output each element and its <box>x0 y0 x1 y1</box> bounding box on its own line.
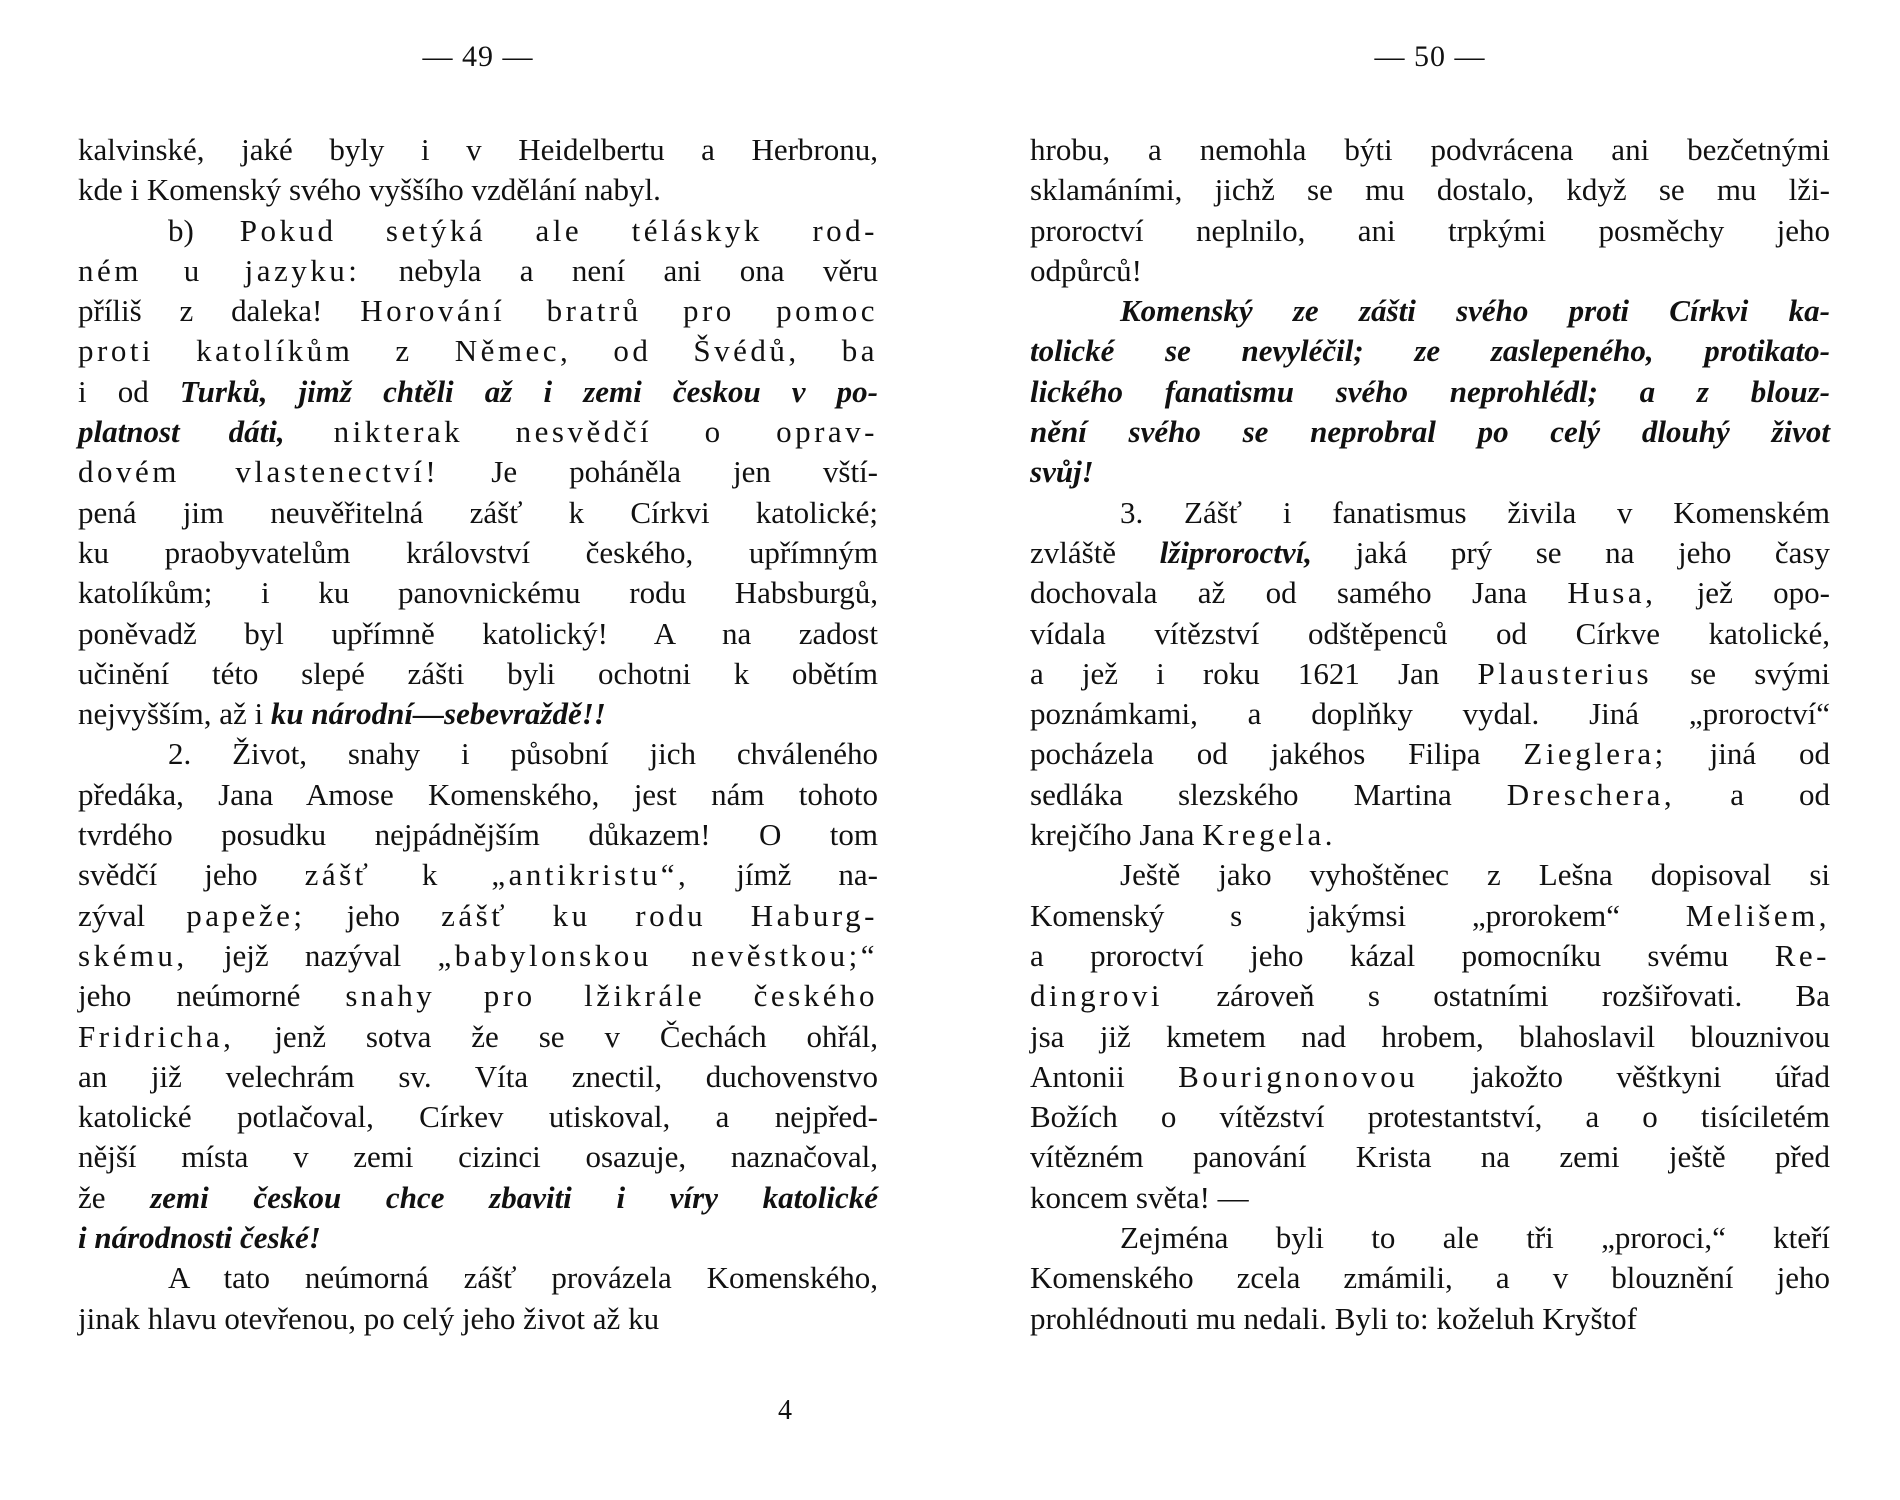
text-line <box>78 372 878 412</box>
text-segment: vídala vítězství odštěpenců od Církve katolické, <box>1030 615 1830 651</box>
text-line <box>78 694 878 734</box>
text-line <box>78 412 878 452</box>
text-line <box>1030 1178 1830 1218</box>
text-line <box>1030 493 1830 533</box>
text-line <box>1030 533 1830 573</box>
text-line <box>78 170 878 210</box>
spaced-text: „babylonskou nevěstkou;“ <box>437 937 879 973</box>
text-line <box>1030 1097 1830 1137</box>
text-segment: proroctví neplnilo, ani trpkými posměchy jeho <box>1030 212 1830 248</box>
text-line <box>1030 614 1830 654</box>
text-segment: svědčí jeho <box>78 857 305 893</box>
text-line <box>1030 734 1830 774</box>
text-segment: kalvinské, jaké byly i v Heidelbertu a Herbronu, <box>78 132 878 167</box>
text-segment: jeho <box>305 897 442 933</box>
text-segment: Komenského zcela zmámili, a v blouznění jeho <box>1030 1260 1830 1296</box>
text-line <box>78 291 878 331</box>
text-line <box>78 493 878 533</box>
text-segment: zvláště <box>1030 534 1160 570</box>
text-segment: an již velechrám sv. Víta znectil, duchovenstvo <box>78 1058 878 1094</box>
text-line <box>78 331 878 371</box>
text-segment: nebyla a není ani ona věru <box>360 252 878 288</box>
text-line <box>1030 1017 1830 1057</box>
italic-text: lického fanatismu svého neprohlédl; a z blouz- <box>1030 373 1830 409</box>
text-segment: nější místa v zemi cizinci osazuje, naznačoval, <box>78 1139 878 1175</box>
text-line <box>1030 211 1830 251</box>
text-line <box>1030 896 1830 936</box>
text-segment: poněvadž byl upřímně katolický! A na zadost <box>78 615 878 651</box>
text-line <box>78 130 878 170</box>
text-segment: vítězném panování Krista na zemi ještě před <box>1030 1139 1830 1175</box>
text-segment: katolíkům; i ku panovnickému rodu Habsburgů, <box>78 575 878 611</box>
text-line <box>1030 1137 1830 1177</box>
text-line <box>1030 936 1830 976</box>
text-line <box>78 1258 878 1298</box>
italic-text: Turků, jimž chtěli až i zemi českou v po- <box>179 373 878 409</box>
spaced-text: dingrovi <box>1030 978 1164 1014</box>
italic-text: svůj! <box>1030 454 1094 490</box>
text-segment: že <box>78 1179 151 1215</box>
spaced-text: Bourignonovou <box>1178 1058 1419 1094</box>
left-page <box>78 0 878 1500</box>
text-segment: jiná od <box>1666 736 1830 772</box>
text-line <box>78 1097 878 1137</box>
text-line <box>1030 694 1830 734</box>
text-segment: sedláka slezského Martina <box>1030 776 1507 812</box>
text-segment: b) <box>168 212 240 248</box>
text-segment: 2. Život, snahy i působní jich chváleného <box>168 736 878 772</box>
text-segment: učinění této slepé zášti byli ochotni k obětím <box>78 655 878 691</box>
text-line <box>78 976 878 1016</box>
text-segment: kde i Komenský svého vyššího vzdělání nabyl. <box>78 172 661 208</box>
spaced-text: Zieglera; <box>1523 736 1667 772</box>
text-segment: příliš z daleka! <box>78 293 361 329</box>
text-segment: jímž na- <box>689 857 878 893</box>
text-segment: koncem světa! — <box>1030 1179 1249 1215</box>
text-line <box>1030 412 1830 452</box>
text-segment: i od <box>78 373 180 409</box>
text-line <box>78 1178 878 1218</box>
text-segment: sklamáními, jichž se mu dostalo, když se mu lži- <box>1030 172 1830 208</box>
spaced-text: Fridricha, <box>78 1018 235 1054</box>
text-line <box>1030 170 1830 210</box>
text-line <box>1030 654 1830 694</box>
text-segment: předáka, Jana Amose Komenského, jest nám tohoto <box>78 776 878 812</box>
spaced-text: proti katolíkům z Němec, od Švédů, ba <box>78 333 878 369</box>
spaced-text: zášť k „antikristu“, <box>304 857 690 893</box>
italic-text: Komenský ze zášti svého proti Církvi ka- <box>1120 293 1830 329</box>
page-number-50: — 50 — <box>1374 40 1486 73</box>
text-line <box>78 815 878 855</box>
text-line <box>1030 855 1830 895</box>
text-line <box>78 654 878 694</box>
spaced-text: Pokud setýká ale téláskyk rod- <box>239 212 879 248</box>
spaced-text: Re- <box>1774 937 1830 973</box>
spaced-text: skému, <box>78 937 188 973</box>
text-line <box>1030 251 1830 291</box>
signature-mark: 4 <box>778 1395 792 1426</box>
left-page-text <box>78 130 878 1339</box>
text-segment <box>285 414 334 449</box>
spaced-text: Dreschera, <box>1506 776 1676 812</box>
spaced-text: zášť ku rodu Haburg- <box>441 897 878 933</box>
text-segment: jinak hlavu otevřenou, po celý jeho život až ku <box>78 1300 660 1336</box>
text-line <box>78 614 878 654</box>
text-line <box>78 1057 878 1097</box>
text-line <box>78 452 878 492</box>
italic-text: platnost dáti, <box>78 414 285 450</box>
spaced-text: ném u jazyku: <box>78 252 361 288</box>
text-segment: jaká prý se na jeho časy <box>1312 534 1830 570</box>
text-segment: zároveň s ostatními rozšiřovati. Ba <box>1163 978 1830 1014</box>
text-segment: jež opo- <box>1656 575 1830 611</box>
italic-text: i národnosti české! <box>78 1220 321 1256</box>
text-segment: jejž nazýval <box>187 937 438 973</box>
spaced-text: papeže; <box>186 897 306 933</box>
spaced-text: Kregela. <box>1202 817 1337 853</box>
spaced-text: Melišem, <box>1685 897 1830 933</box>
text-segment: se svými <box>1652 655 1830 691</box>
text-line <box>1030 452 1830 492</box>
text-segment: dochovala až od samého Jana <box>1030 575 1568 611</box>
text-segment: Komenský s jakýmsi „prorokem“ <box>1030 897 1686 933</box>
spaced-text: dovém vlastenectví! <box>78 454 440 490</box>
text-segment: poznámkami, a doplňky vydal. Jiná „proroctví“ <box>1030 696 1830 732</box>
text-segment: Božích o vítězství protestantství, a o tisíciletém <box>1030 1099 1830 1135</box>
text-segment: krejčího Jana <box>1030 817 1203 853</box>
text-segment: ku praobyvatelům království českého, upřímným <box>78 534 878 570</box>
text-line <box>1030 976 1830 1016</box>
text-segment: a jež i roku 1621 Jan <box>1030 655 1478 691</box>
text-segment: Ještě jako vyhoštěnec z Lešna dopisoval si <box>1120 857 1830 893</box>
text-segment: nejvyšším, až i <box>78 696 271 732</box>
text-segment: a proroctví jeho kázal pomocníku svému <box>1030 937 1775 973</box>
spaced-text: nikterak nesvědčí o oprav- <box>333 414 878 450</box>
text-line <box>78 1299 878 1339</box>
text-segment: 3. Zášť i fanatismus živila v Komenském <box>1120 494 1830 530</box>
text-line <box>78 573 878 613</box>
text-line <box>78 1137 878 1177</box>
text-line <box>1030 1218 1830 1258</box>
text-segment: tvrdého posudku nejpádnějším důkazem! O tom <box>78 817 878 853</box>
text-line <box>1030 291 1830 331</box>
italic-text: lžiproroctví, <box>1159 534 1313 570</box>
text-segment: jsa již kmetem nad hrobem, blahoslavil blouznivou <box>1030 1018 1830 1054</box>
text-segment: odpůrců! <box>1030 252 1142 288</box>
italic-text: zemi českou chce zbaviti i víry katolické <box>150 1179 878 1215</box>
text-segment: prohlédnouti mu nedali. Byli to: koželuh Kryštof <box>1030 1300 1637 1336</box>
right-page-text <box>1030 130 1830 1339</box>
italic-text: nění svého se neprobral po celý dlouhý život <box>1030 414 1830 450</box>
text-line <box>78 1218 878 1258</box>
text-segment: zýval <box>78 897 187 933</box>
text-line <box>1030 331 1830 371</box>
text-segment: a od <box>1675 776 1830 812</box>
text-line <box>78 734 878 774</box>
text-line <box>1030 130 1830 170</box>
spaced-text: snahy pro lžikrále českého <box>345 978 878 1014</box>
text-line <box>1030 1057 1830 1097</box>
spaced-text: Husa, <box>1567 575 1657 611</box>
spaced-text: Horování bratrů pro pomoc <box>360 293 878 329</box>
text-line <box>78 775 878 815</box>
page-number-49: — 49 — <box>422 40 534 73</box>
text-segment: Je poháněla jen vští- <box>439 454 879 490</box>
text-line <box>78 1017 878 1057</box>
text-segment: Antonii <box>1030 1058 1179 1094</box>
text-line <box>78 855 878 895</box>
text-line <box>1030 1258 1830 1298</box>
text-line <box>78 936 878 976</box>
text-segment: hrobu, a nemohla býti podvrácena ani bezčetnými <box>1030 132 1830 167</box>
text-line <box>78 896 878 936</box>
text-segment: katolické potlačoval, Církev utiskoval, a nejpřed- <box>78 1099 878 1135</box>
text-line <box>1030 815 1830 855</box>
text-line <box>1030 573 1830 613</box>
text-segment: jenž sotva že se v Čechách ohřál, <box>234 1018 878 1054</box>
text-segment: Zejména byli to ale tři „proroci,“ kteří <box>1120 1220 1830 1256</box>
spaced-text: Plausterius <box>1477 655 1653 691</box>
text-line <box>1030 775 1830 815</box>
right-page <box>1030 0 1830 1500</box>
text-segment: jakožto věštkyni úřad <box>1418 1058 1830 1094</box>
text-line <box>1030 372 1830 412</box>
text-segment: jeho neúmorné <box>78 978 346 1014</box>
text-segment: A tato neúmorná zášť provázela Komenského, <box>168 1260 878 1296</box>
text-segment: pocházela od jakéhos Filipa <box>1030 736 1524 772</box>
text-line <box>1030 1299 1830 1339</box>
text-line <box>78 533 878 573</box>
italic-text: tolické se nevyléčil; ze zaslepeného, protikato- <box>1030 333 1830 369</box>
text-line <box>78 251 878 291</box>
text-segment: pená jim neuvěřitelná zášť k Církvi katolické; <box>78 494 878 530</box>
text-line <box>78 211 878 251</box>
italic-text: ku národní—sebevraždě!! <box>270 696 606 732</box>
